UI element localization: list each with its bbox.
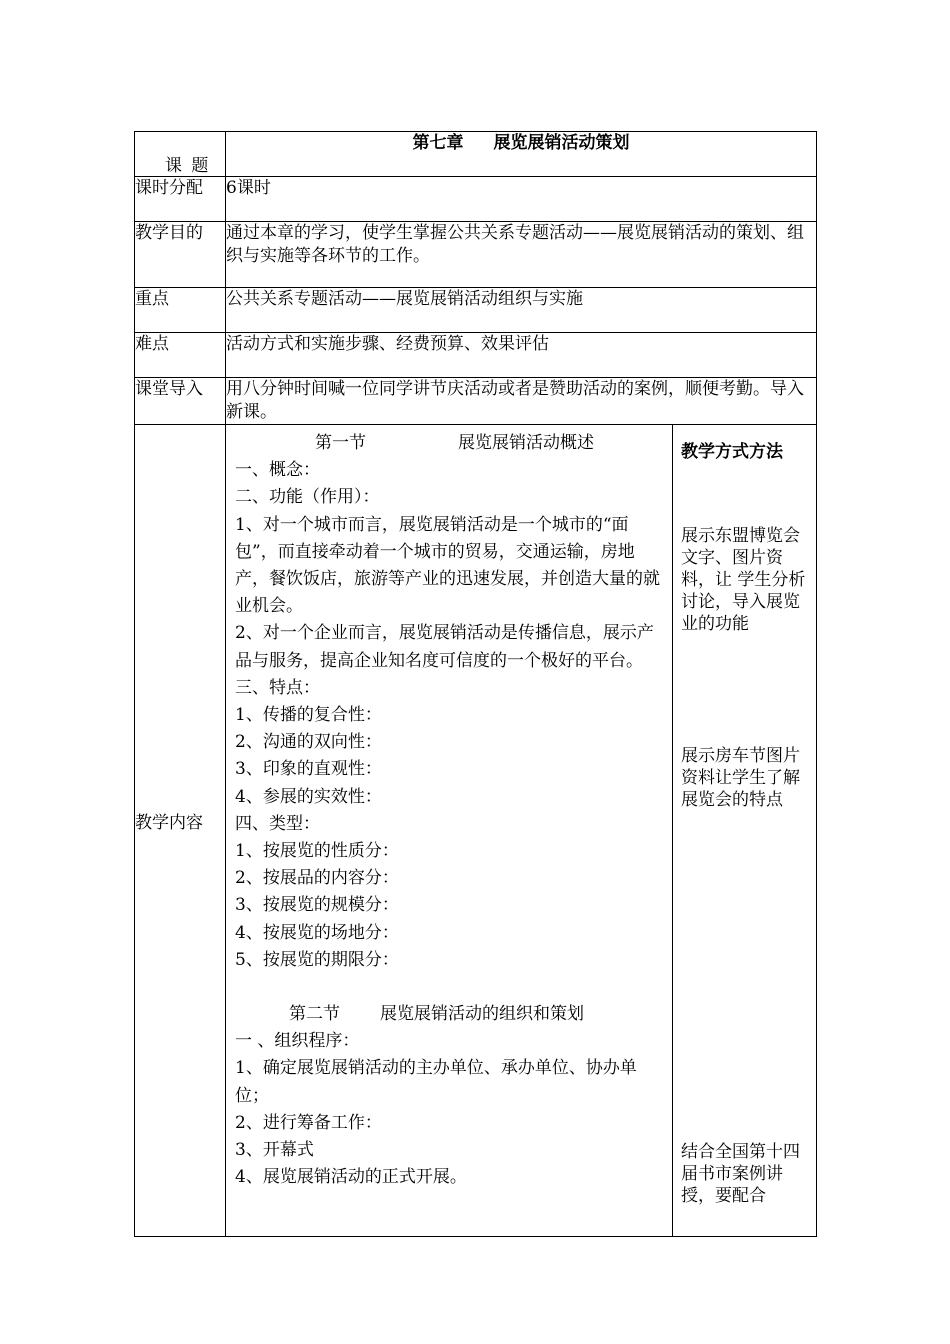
content-line: 2、进行筹备工作：	[235, 1112, 382, 1133]
section2-title: 展览展销活动的组织和策划	[380, 1004, 584, 1025]
introduction-row	[135, 378, 817, 425]
content-line: 4、展览展销活动的正式开展。	[235, 1167, 467, 1188]
content-body-cell	[226, 425, 673, 1237]
key-point-label: 重点	[135, 288, 226, 333]
hours-value: 6课时	[226, 177, 817, 222]
introduction-value: 用八分钟时间喊一位同学讲节庆活动或者是赞助活动的案例，顺便考勤。导入新课。	[226, 378, 817, 425]
content-line: 2、对一个企业而言，展览展销活动是传播信息，展示产品与服务，提高企业知名度可信度的一个极好的平台。	[235, 623, 654, 671]
content-line: 二、功能（作用）：	[235, 487, 380, 508]
content-line: 3、开幕式	[235, 1140, 314, 1161]
topic-label: 课 题	[165, 156, 211, 176]
section2-number: 第二节	[289, 1004, 340, 1025]
content-label-cell	[135, 425, 226, 1237]
introduction-label: 课堂导入	[135, 378, 226, 425]
topic-title-cell	[226, 132, 817, 177]
difficulty-label: 难点	[135, 333, 226, 378]
content-label: 教学内容	[135, 812, 203, 833]
key-point-row	[135, 288, 817, 333]
section2-heading	[235, 1001, 664, 1028]
content-line: 四、类型：	[235, 813, 320, 834]
content-line: 5、按展览的期限分：	[235, 949, 399, 970]
content-line: 三、特点：	[235, 677, 320, 698]
objective-label: 教学目的	[135, 222, 226, 288]
blank-line	[235, 974, 664, 1001]
key-point-value: 公共关系专题活动——展览展销活动组织与实施	[226, 288, 817, 333]
hours-label: 课时分配	[135, 177, 226, 222]
methods-heading: 教学方式方法	[681, 442, 783, 462]
section1-heading	[235, 430, 664, 457]
hours-row	[135, 177, 817, 222]
content-line: 4、参展的实效性：	[235, 786, 382, 807]
chapter-title: 展览展销活动策划	[493, 133, 630, 153]
chapter-number: 第七章	[412, 133, 464, 153]
objective-value: 通过本章的学习，使学生掌握公共关系专题活动——展览展销活动的策划、组织与实施等各环节的工作。	[226, 222, 817, 288]
content-line: 1、对一个城市而言，展览展销活动是一个城市的“面包”，而直接牵动着一个城市的贸易，交通运输，房地产，餐饮饭店，旅游等产业的迅速发展，并创造大量的就业机会。	[235, 514, 660, 617]
topic-label-cell	[135, 132, 226, 177]
section1-lines	[235, 457, 664, 974]
difficulty-value: 活动方式和实施步骤、经费预算、效果评估	[226, 333, 817, 378]
content-line: 一、概念：	[235, 460, 320, 481]
content-line: 2、按展品的内容分：	[235, 868, 399, 889]
section1-title: 展览展销活动概述	[458, 433, 594, 453]
lesson-plan-table	[134, 131, 817, 1237]
content-line: 1、传播的复合性：	[235, 705, 382, 726]
method-note: 展示房车节图片资料让学生了解展览会的特点	[681, 746, 800, 810]
content-line: 2、沟通的双向性：	[235, 732, 382, 753]
methods-cell	[673, 425, 817, 1237]
content-line: 一 、组织程序：	[235, 1031, 360, 1052]
difficulty-row	[135, 333, 817, 378]
method-note: 展示东盟博览会文字、图片资料，让 学生分析讨论，导入展览业的功能	[681, 526, 806, 634]
content-row	[135, 425, 817, 1237]
section2-lines	[235, 1028, 664, 1191]
content-line: 1、按展览的性质分：	[235, 841, 399, 862]
content-line: 3、印象的直观性：	[235, 759, 382, 780]
content-line: 4、按展览的场地分：	[235, 922, 399, 943]
content-line: 3、按展览的规模分：	[235, 895, 399, 916]
method-note: 结合全国第十四届书市案例讲授，要配合	[681, 1142, 800, 1206]
topic-row	[135, 132, 817, 177]
objective-row	[135, 222, 817, 288]
section1-number: 第一节	[315, 433, 366, 453]
content-line: 1、确定展览展销活动的主办单位、承办单位、协办单位；	[235, 1058, 637, 1106]
